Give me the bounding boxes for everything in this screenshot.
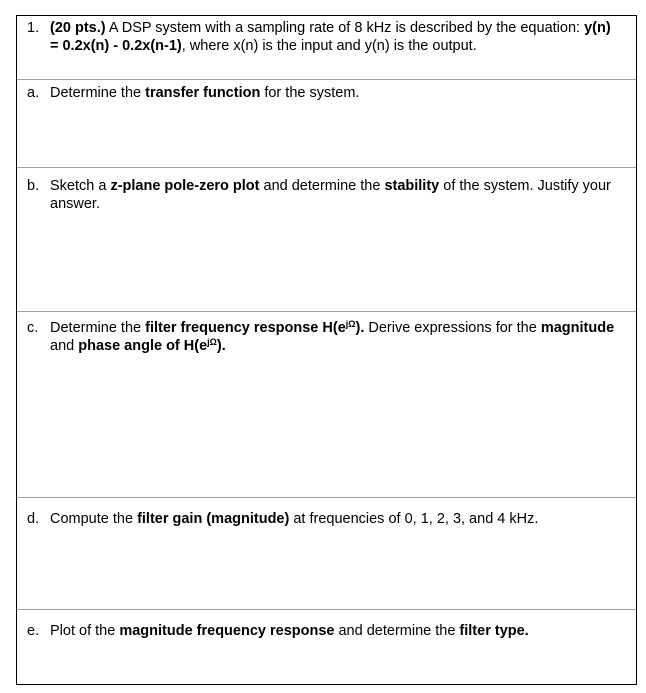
part-d-label: d.	[27, 511, 40, 527]
difference-equation: y(n) = 0.2x(n) - 0.2x(n-1)	[50, 20, 611, 54]
part-c-text: Determine the filter frequency response $H(e^{j\Omega})$. Derive expressions for the magnitude and phase angle of $H(e^{j\Omega})$.	[50, 319, 615, 354]
divider	[17, 497, 636, 498]
part-e-label: e.	[27, 623, 40, 639]
points: (20 pts.)	[50, 20, 106, 36]
part-b-text: Sketch a z-plane pole-zero plot and determine the stability of the system. Justify your answer.	[50, 178, 611, 212]
question-number: 1.	[27, 20, 40, 36]
question-intro: (20 pts.) A DSP system with a sampling rate of 8 kHz is described by the equation: y(n) = 0.2x(n) - 0.2x(n-1), where x(n) is the input and y(n) is the output.	[50, 20, 611, 54]
question-frame	[16, 15, 637, 685]
part-a-label: a.	[27, 85, 40, 101]
divider	[17, 79, 636, 80]
divider	[17, 609, 636, 610]
part-c-label: c.	[27, 320, 39, 336]
divider	[17, 311, 636, 312]
part-b-label: b.	[27, 178, 40, 194]
part-a-text: Determine the transfer function for the system.	[50, 85, 360, 101]
part-d-text: Compute the filter gain (magnitude) at frequencies of 0, 1, 2, 3, and 4 kHz.	[50, 511, 539, 527]
divider	[17, 167, 636, 168]
part-e-text: Plot of the magnitude frequency response and determine the filter type.	[50, 623, 529, 639]
